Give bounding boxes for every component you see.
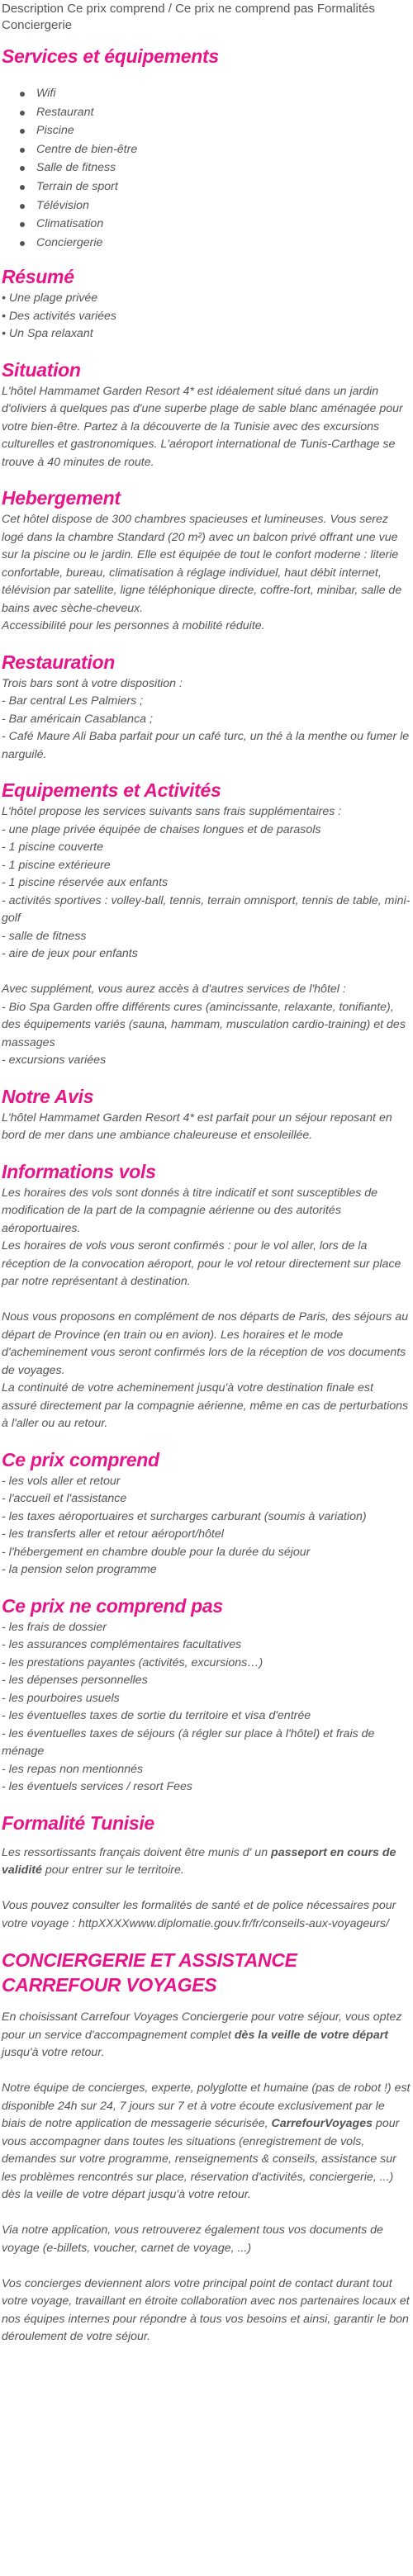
- conciergerie-text-part: En choisissant Carrefour Voyages Conciergerie pour votre séjour, vous optez pour un service d'accompagnement complet: [2, 2010, 402, 2042]
- conciergerie-paragraph: [2, 2009, 411, 2062]
- service-item: Climatisation: [33, 215, 411, 234]
- service-item: Salle de fitness: [33, 159, 411, 178]
- equipements-title: Equipements et Activités: [2, 779, 221, 802]
- restauration-intro: Trois bars sont à votre disposition :: [2, 676, 183, 690]
- comprend-item: - la pension selon programme: [2, 1563, 157, 1577]
- resume-title: Résumé: [2, 266, 74, 288]
- ne-comprend-item: - les éventuelles taxes de séjours (à régler sur place à l'hôtel) et frais de ménage: [2, 1726, 375, 1759]
- restauration-bar: - Bar central Les Palmiers ;: [2, 694, 144, 708]
- spacer: [2, 1291, 411, 1309]
- restauration-bar: - Café Maure Ali Baba parfait pour un café turc, un thé à la menthe ou fumer le narguilé.: [2, 730, 410, 761]
- ne-comprend-item: - les éventuels services / resort Fees: [2, 1780, 193, 1794]
- equipement-item: - 1 piscine couverte: [2, 841, 104, 855]
- service-item: Restaurant: [33, 103, 411, 122]
- restauration-bar: - Bar américain Casablanca ;: [2, 712, 153, 726]
- restauration-title: Restauration: [2, 651, 115, 673]
- formalite-text-part: Les ressortissants français doivent être munis d' un: [2, 1845, 272, 1859]
- equipement-item: - 1 piscine extérieure: [2, 858, 111, 872]
- comprend-item: - les vols aller et retour: [2, 1474, 121, 1488]
- spacer: [2, 964, 411, 982]
- ne-comprend-title: Ce prix ne comprend pas: [2, 1594, 223, 1617]
- service-item: Terrain de sport: [33, 178, 411, 197]
- ne-comprend-item: - les assurances complémentaires facultatives: [2, 1638, 242, 1652]
- formalite-passport-text: [2, 1844, 411, 1880]
- ne-comprend-item: - les pourboires usuels: [2, 1691, 120, 1705]
- services-title: Services et équipements: [2, 45, 219, 67]
- vols-paragraph: Les horaires des vols sont donnés à titre indicatif et sont susceptibles de modification de la part de la compagnie aérienne ou des autorités aéroportuaires.: [2, 1186, 378, 1235]
- service-item: Wifi: [33, 84, 411, 103]
- hebergement-title: Hebergement: [2, 487, 121, 509]
- services-list: [2, 84, 411, 252]
- vols-title: Informations vols: [2, 1160, 156, 1182]
- conciergerie-text-part: jusqu'à votre retour.: [2, 2046, 105, 2060]
- hebergement-accessibility: Accessibilité pour les personnes à mobilité réduite.: [2, 619, 265, 633]
- formalite-passport-emphasis: passeport en cours de validité: [2, 1845, 396, 1878]
- comprend-item: - les transferts aller et retour aéroport/hôtel: [2, 1527, 224, 1541]
- formalite-link-text: Vous pouvez consulter les formalités de santé et de police nécessaires pour votre voyage : httpXXXXwww.diplomatie.gouv.fr/fr/conseils-aux-voyageurs/: [2, 1899, 396, 1930]
- formalite-title: Formalité Tunisie: [2, 1811, 154, 1834]
- situation-title: Situation: [2, 358, 81, 381]
- comprend-item: - les taxes aéroportuaires et surcharges carburant (soumis à variation): [2, 1509, 367, 1523]
- equipement-item: - 1 piscine réservée aux enfants: [2, 876, 169, 890]
- conciergerie-paragraph: Via notre application, vous retrouverez également tous vos documents de voyage (e-billets, voucher, carnet de voyage, ...): [2, 2223, 383, 2255]
- conciergerie-text-part: Notre équipe de concierges, experte, polyglotte et humaine (pas de robot !) est disponible 24h sur 24, 7 jours sur 7 et à votre écoute exclusivement par le biais de notre application de messagerie sécurisée,: [2, 2081, 411, 2131]
- comprend-item: - l'accueil et l'assistance: [2, 1492, 127, 1506]
- avis-text: L'hôtel Hammamet Garden Resort 4* est parfait pour un séjour reposant en bord de mer dans une ambiance chaleureuse et ensoleillée.: [2, 1110, 392, 1143]
- hebergement-text: Cet hôtel dispose de 300 chambres spacieuses et lumineuses. Vous serez logé dans la chambre Standard (20 m²) avec un balcon privé offrant une vue sur la piscine ou le jardin. Elle est équipée de tout le confort moderne : literie confortable, bureau, climatisation à réglage individuel, haut débit internet, télévision par satellite, ligne téléphonique directe, coffre-fort, minibar, salle de bains avec sèche-cheveux.: [2, 513, 402, 615]
- conciergerie-emphasis: dès la veille de votre départ: [234, 2028, 388, 2042]
- equipement-supplement-item: - Bio Spa Garden offre différents cures (amincissante, relaxante, tonifiante), des équipements variés (sauna, hammam, musculation cardio-training) et des massages: [2, 1000, 406, 1049]
- equipement-supplement-item: - excursions variées: [2, 1054, 107, 1068]
- conciergerie-paragraph: Vos concierges deviennent alors votre principal point de contact durant tout votre voyage, travaillant en étroite collaboration avec nos partenaires locaux et nos équipes internes pour répondre à tous vos besoins et ainsi, garantir le bon déroulement de votre séjour.: [2, 2276, 410, 2344]
- ne-comprend-item: - les dépenses personnelles: [2, 1674, 148, 1688]
- description-breadcrumb: Description Ce prix comprend / Ce prix ne comprend pas Formalités Conciergerie: [2, 2, 375, 32]
- comprend-item: - l'hébergement en chambre double pour la durée du séjour: [2, 1545, 311, 1559]
- resume-item: • Une plage privée: [2, 291, 98, 305]
- service-item: Télévision: [33, 197, 411, 215]
- conciergerie-text-part: pour vous accompagner dans toutes les situations (enregistrement de vols, demandes sur votre programme, renseignements & conseils, assistance sur les problèmes rencontrés sur place, réservation d'activités, conciergerie, ...) dès la veille de votre départ jusqu'à votre retour.: [2, 2117, 400, 2202]
- ne-comprend-item: - les prestations payantes (activités, excursions…): [2, 1655, 263, 1669]
- formalite-text-part: pour entrer sur le territoire.: [41, 1863, 184, 1878]
- resume-item: • Des activités variées: [2, 309, 117, 323]
- service-item: Piscine: [33, 121, 411, 140]
- resume-item: • Un Spa relaxant: [2, 327, 93, 341]
- conciergerie-paragraph: [2, 2080, 411, 2204]
- equipements-intro: L'hôtel propose les services suivants sans frais supplémentaires :: [2, 805, 342, 819]
- situation-text: L'hôtel Hammamet Garden Resort 4* est idéalement situé dans un jardin d'oliviers à quelques pas d'une superbe plage de sable blanc aménagée pour votre bien-être. Partez à la découverte de la Tunisie avec des excursions culturelles et gastronomiques. L'aéroport international de Tunis-Carthage se trouve à 40 minutes de route.: [2, 384, 403, 469]
- equipement-item: - salle de fitness: [2, 929, 87, 943]
- ne-comprend-item: - les frais de dossier: [2, 1620, 107, 1634]
- service-item: Conciergerie: [33, 234, 411, 253]
- conciergerie-app-name: CarrefourVoyages: [271, 2117, 373, 2131]
- ne-comprend-item: - les repas non mentionnés: [2, 1762, 144, 1776]
- conciergerie-title: CONCIERGERIE ET ASSISTANCE CARREFOUR VOYAGES: [2, 1949, 297, 1996]
- service-item: Centre de bien-être: [33, 140, 411, 159]
- vols-paragraph: La continuité de votre acheminement jusqu'à votre destination finale est assuré directement par la compagnie aérienne, même en cas de perturbations à l'aller ou au retour.: [2, 1381, 409, 1431]
- equipement-item: - une plage privée équipée de chaises longues et de parasols: [2, 822, 321, 836]
- equipement-item: - aire de jeux pour enfants: [2, 947, 138, 961]
- equipement-item: - activités sportives : volley-ball, tennis, terrain omnisport, tennis de table, mini-golf: [2, 893, 411, 926]
- comprend-title: Ce prix comprend: [2, 1448, 159, 1470]
- vols-paragraph: Les horaires de vols vous seront confirmés : pour le vol aller, lors de la réception de la convocation aéroport, pour le vol retour directement sur place par notre représentant à destination.: [2, 1239, 401, 1289]
- ne-comprend-item: - les éventuelles taxes de sortie du territoire et visa d'entrée: [2, 1709, 311, 1723]
- vols-paragraph: Nous vous proposons en complément de nos départs de Paris, des séjours au départ de Province (en train ou en avion). Les horaires et le mode d'acheminement vous seront confirmés lors de la réception de vos documents de voyages.: [2, 1310, 409, 1377]
- avis-title: Notre Avis: [2, 1085, 94, 1107]
- equipements-supplement-intro: Avec supplément, vous aurez accès à d'autres services de l'hôtel :: [2, 983, 346, 997]
